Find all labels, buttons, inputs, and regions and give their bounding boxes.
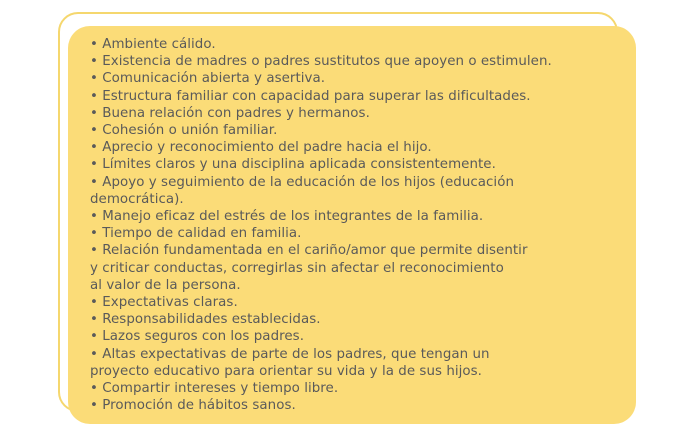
list-item: • Apoyo y seguimiento de la educación de los hijos (educación — [90, 174, 514, 190]
list-item: • Ambiente cálido. — [90, 37, 216, 52]
content-card — [68, 26, 636, 424]
list-item: • Responsabilidades establecidas. — [90, 312, 321, 328]
list-item: • Manejo eficaz del estrés de los integrantes de la familia. — [90, 209, 484, 225]
list-item-continuation: democrática). — [90, 191, 184, 207]
list-item: • Buena relación con padres y hermanos. — [90, 105, 370, 121]
list-item-continuation: proyecto educativo para orientar su vida y la de sus hijos. — [90, 363, 482, 379]
list-item: • Tiempo de calidad en familia. — [90, 226, 302, 242]
list-item-continuation: al valor de la persona. — [90, 277, 241, 293]
list-item: • Límites claros y una disciplina aplicada consistentemente. — [90, 157, 496, 173]
list-item: • Promoción de hábitos sanos. — [90, 398, 296, 414]
list-item: • Lazos seguros con los padres. — [90, 329, 304, 345]
list-item: • Expectativas claras. — [90, 295, 238, 311]
list-item: • Aprecio y reconocimiento del padre hacia el hijo. — [90, 140, 432, 156]
list-item-continuation: y criticar conductas, corregirlas sin afectar el reconocimiento — [90, 260, 504, 276]
protective-factors-list — [90, 36, 618, 414]
list-item: • Relación fundamentada en el cariño/amor que permite disentir — [90, 243, 528, 259]
list-item: • Compartir intereses y tiempo libre. — [90, 381, 339, 397]
list-item: • Existencia de madres o padres sustitutos que apoyen o estimulen. — [90, 54, 552, 70]
list-item: • Cohesión o unión familiar. — [90, 123, 278, 139]
list-item: • Comunicación abierta y asertiva. — [90, 71, 326, 87]
list-item: • Estructura familiar con capacidad para superar las dificultades. — [90, 88, 531, 104]
list-item: • Altas expectativas de parte de los padres, que tengan un — [90, 346, 490, 362]
